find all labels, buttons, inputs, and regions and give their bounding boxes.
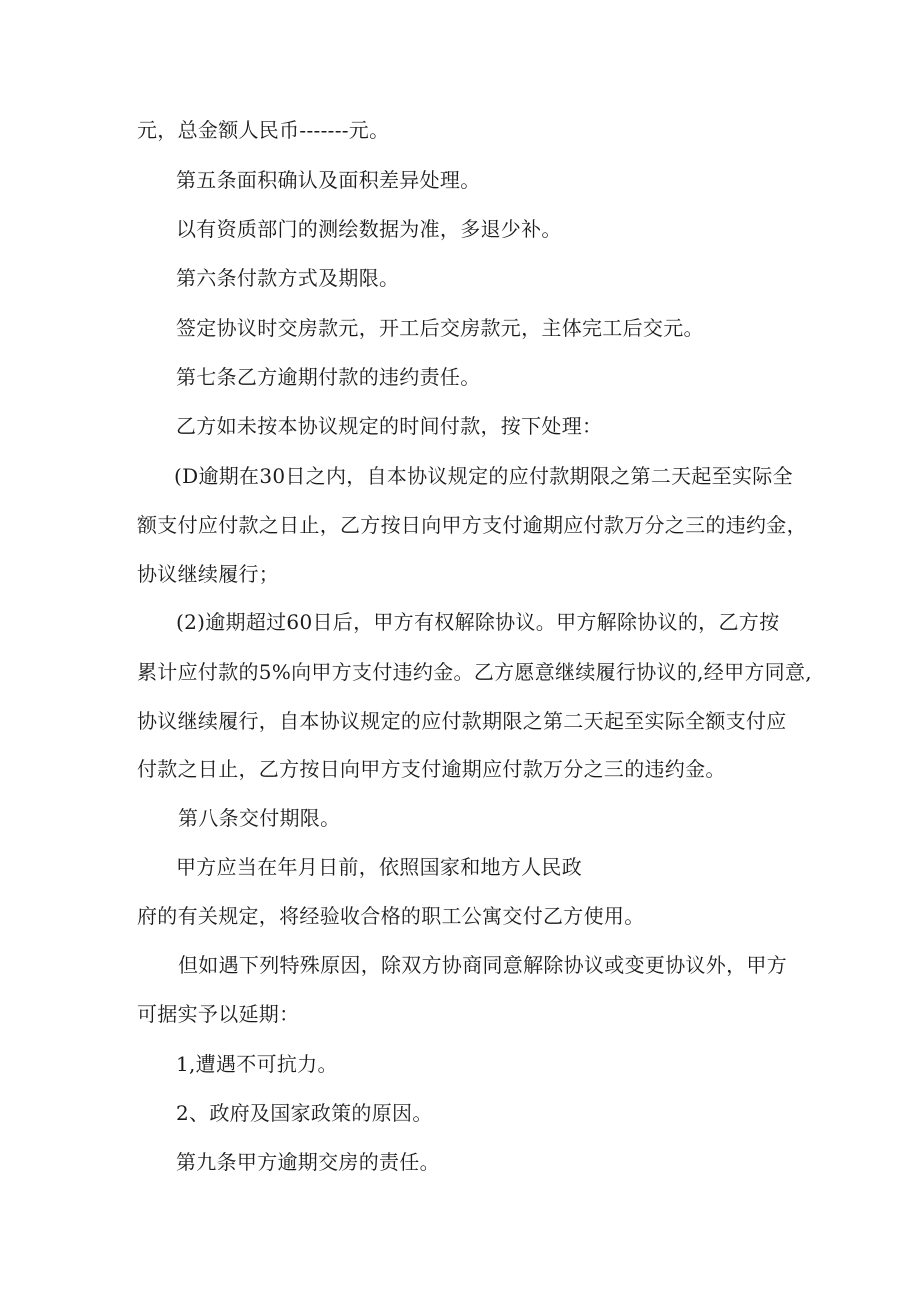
text-line-18: 但如遇下列特殊原因，除双方协商同意解除协议或变更协议外，甲方 (178, 953, 787, 977)
text-line-13: 协议继续履行，自本协议规定的应付款期限之第二天起至实际全额支付应 (137, 709, 787, 733)
text-line-22: 第九条甲方逾期交房的责任。 (176, 1150, 440, 1174)
text-line-9: 额支付应付款之日止，乙方按日向甲方支付逾期应付款万分之三的违约金， (137, 513, 807, 537)
text-line-7: 乙方如未按本协议规定的时间付款，按下处理： (176, 414, 603, 438)
text-line-6: 第七条乙方逾期付款的违约责任。 (176, 365, 481, 389)
text-line-2: 第五条面积确认及面积差异处理。 (176, 168, 481, 192)
text-line-17: 府的有关规定，将经验收合格的职工公寓交付乙方使用。 (137, 904, 645, 928)
text-line-4: 第六条付款方式及期限。 (176, 266, 400, 290)
text-line-3: 以有资质部门的测绘数据为准，多退少补。 (176, 217, 562, 241)
text-line-19: 可据实予以延期： (137, 1002, 300, 1026)
text-line-14: 付款之日止，乙方按日向甲方支付逾期应付款万分之三的违约金。 (137, 757, 726, 781)
text-line-5: 签定协议时交房款元，开工后交房款元，主体完工后交元。 (176, 316, 704, 340)
text-line-8: (D逾期在30日之内，自本协议规定的应付款期限之第二天起至实际全 (174, 464, 793, 488)
text-line-15: 第八条交付期限。 (178, 806, 341, 830)
text-line-20: 1,遭遇不可抗力。 (176, 1052, 338, 1076)
text-line-21: 2、政府及国家政策的原因。 (176, 1101, 433, 1125)
text-line-12: 累计应付款的5%向甲方支付违约金。乙方愿意继续履行协议的,经甲方同意, (137, 660, 812, 684)
text-line-10: 协议继续履行； (137, 562, 280, 586)
text-line-11: (2)逾期超过60日后，甲方有权解除协议。甲方解除协议的，乙方按 (176, 610, 780, 634)
text-line-16: 甲方应当在年月日前，依照国家和地方人民政 (176, 855, 582, 879)
text-line-1: 元，总金额人民币-------元。 (137, 118, 390, 142)
